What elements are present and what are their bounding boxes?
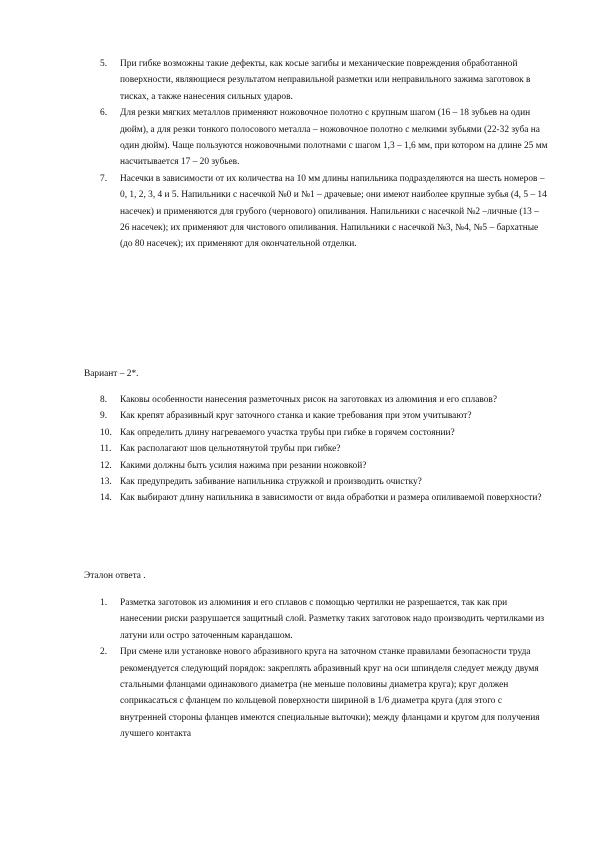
item-text: Как предупредить забивание напильника стружкой и производить очистку? — [120, 477, 422, 488]
list-item — [100, 458, 550, 474]
answer-list — [100, 595, 550, 743]
item-number: 9. — [100, 411, 108, 422]
item-text: Как выбирают длину напильника в зависимости от вида обработки и размера опиливаемой поверхности? — [120, 493, 542, 504]
list-item — [100, 644, 550, 742]
list-item — [100, 392, 550, 408]
list-item — [100, 474, 550, 490]
item-number: 14. — [100, 493, 112, 504]
item-text: Для резки мягких металлов применяют ножовочное полотно с крупным шагом (16 – 18 зубьев на один дюйм), а для резки тонкого полосового металла – ножовочное полотно с мелкими зубьями (22-32 зуба на один дюйм). Чаще пользуются ножовочными полотнами с шагом 1,3 – 1,6 мм, при котором на длине 25 мм насчитывается 17 – 20 зубьев. — [120, 108, 548, 168]
item-text: При гибке возможны такие дефекты, как косые загибы и механические повреждения обработанной поверхности, являющиеся результатом неправильной разметки или неправильного зажима заготовок в тисках, а также нанесения сильных ударов. — [120, 59, 531, 102]
item-number: 2. — [100, 647, 108, 658]
item-number: 13. — [100, 477, 112, 488]
list-item — [100, 105, 550, 171]
variant-heading: Вариант – 2*. — [84, 369, 139, 379]
list-item — [100, 595, 550, 644]
item-text: Какими должны быть усилия нажима при резании ножовкой? — [120, 460, 367, 471]
list-item — [100, 171, 550, 253]
list-item — [100, 425, 550, 441]
list-item — [100, 490, 550, 506]
item-number: 6. — [100, 108, 108, 119]
item-number: 12. — [100, 460, 112, 471]
item-text: Как крепят абразивный круг заточного станка и какие требования при этом учитывают? — [120, 411, 472, 422]
question-list — [100, 392, 550, 507]
item-text: Как определить длину нагреваемого участка трубы при гибке в горячем состоянии? — [120, 427, 455, 438]
item-text: Разметка заготовок из алюминия и его сплавов с помощью чертилки не разрешается, так как при нанесении риски разрушается защитный слой. Разметку таких заготовок надо производить чертилками из латуни или остро заточенным карандашом. — [120, 598, 545, 641]
item-text: Насечки в зависимости от их количества на 10 мм длины напильника подразделяются на шесть номеров – 0, 1, 2, 3, 4 и 5. Напильники с насечкой №0 и №1 – драчевые; они имеют наиболее крупные зубья (4, 5 – 14 насечек) и применяются для грубого (чернового) опиливания. Напильники с насечкой №2 –личные (13 – 26 насечек); их применяют для чистового опиливания. Напильники с насечкой №3, №4, №5 – бархатные (до 80 насечек); их применяют для окончательной отделки. — [120, 173, 547, 250]
list-item — [100, 441, 550, 457]
item-number: 1. — [100, 598, 108, 608]
answer-heading: Эталон ответа . — [84, 571, 146, 581]
list-item — [100, 408, 550, 424]
item-text: При смене или установке нового абразивного круга на заточном станке правилами безопасности труда рекомендуется следующий порядок: закреплять абразивный круг на оси шпинделя следует между двумя стальными фланцами одинакового диаметра (не меньше половины диаметра круга); круг должен соприкасаться с фланцем по кольцевой поверхности шириной в 1/6 диаметра круга (для этого с внутренней стороны фланцев имеются специальные выточки); между фланцами и кругом для получения лучшего контакта — [120, 647, 540, 740]
list-item — [100, 56, 550, 105]
item-number: 8. — [100, 395, 108, 405]
item-number: 10. — [100, 427, 112, 438]
item-text: Как располагают шов цельнотянутой трубы при гибке? — [120, 444, 341, 455]
item-text: Каковы особенности нанесения разметочных рисок на заготовках из алюминия и его сплавов? — [120, 395, 498, 405]
item-number: 5. — [100, 59, 108, 69]
answer-list-continued — [100, 56, 550, 253]
item-number: 11. — [100, 444, 112, 455]
item-number: 7. — [100, 173, 108, 184]
